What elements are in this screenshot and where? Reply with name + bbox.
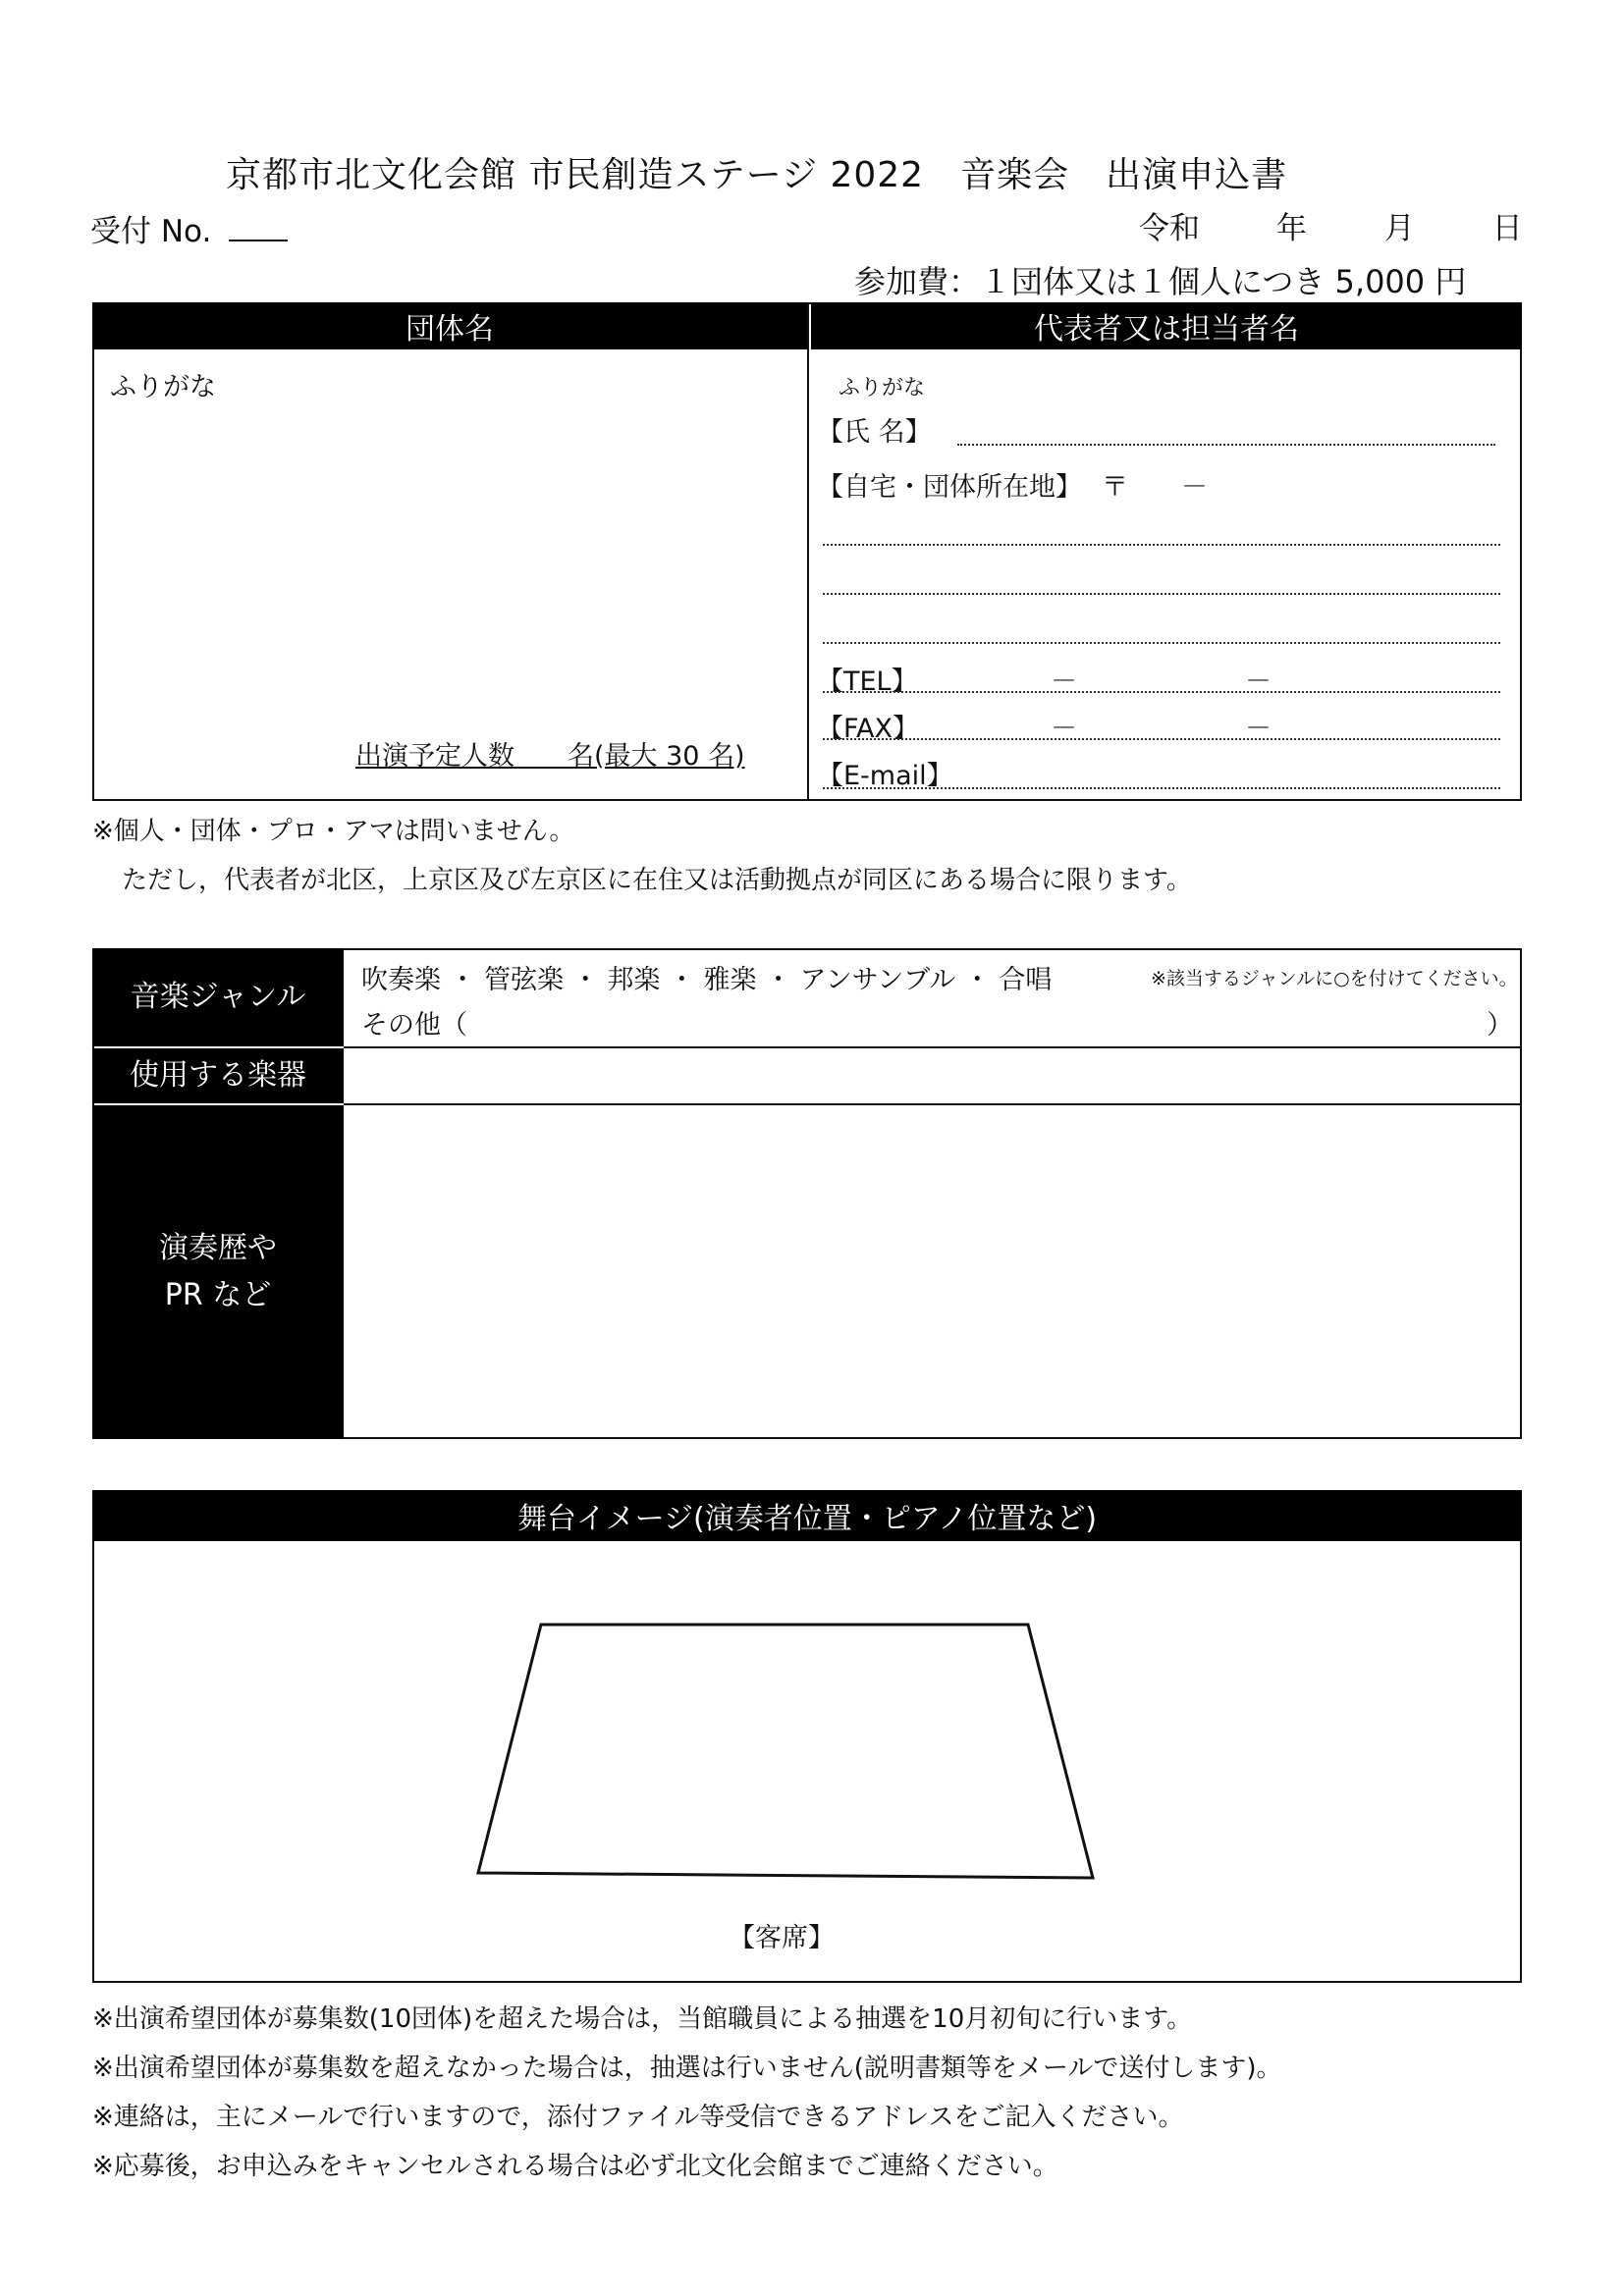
note-cancel: ※応募後，お申込みをキャンセルされる場合は必ず北文化会館までご連絡ください。: [92, 2152, 1058, 2181]
date-year: 年: [1275, 211, 1307, 246]
genre-options[interactable]: 吹奏楽 ・ 管弦楽 ・ 邦楽 ・ 雅楽 ・ アンサンブル ・ 合唱: [361, 965, 1053, 995]
fee-text: 参加費：１団体又は１個人につき 5,000 円: [854, 263, 1467, 300]
group-furigana-label: ふりがな: [110, 372, 216, 402]
reception-number: [90, 206, 288, 250]
rep-furigana-label: ふりがな: [839, 376, 926, 400]
email-field[interactable]: [823, 787, 1500, 789]
history-label: 演奏歴や PR など: [92, 1105, 344, 1439]
date-era: 令和: [1139, 211, 1200, 246]
genre-other-label: その他（: [361, 1010, 467, 1041]
instruments-field[interactable]: [346, 1050, 1520, 1101]
representative-header: 代表者又は担当者名: [811, 302, 1522, 349]
fax-label: 【FAX】: [817, 714, 920, 744]
note-lottery: ※出演希望団体が募集数(10団体)を超えた場合は，当館職員による抽選を10月初旬に行います。: [92, 2004, 1193, 2034]
stage-trapezoid: [478, 1625, 1093, 1878]
stage-image-header: 舞台イメージ(演奏者位置・ピアノ位置など): [92, 1490, 1522, 1541]
rep-name-label: 【氏 名】: [817, 417, 932, 448]
postal-code-field[interactable]: 〒 －: [1102, 472, 1208, 503]
rep-name-field[interactable]: [957, 444, 1495, 446]
tel-dash-1: －: [1051, 667, 1077, 697]
reception-label: 受付 No.: [90, 214, 212, 249]
fax-dash-1: －: [1051, 714, 1077, 744]
fax-dash-2: －: [1245, 714, 1272, 744]
page-title: 京都市北文化会館 市民創造ステージ 2022 音楽会 出演申込書: [226, 155, 1288, 195]
address-label: 【自宅・団体所在地】: [817, 472, 1082, 503]
tel-label: 【TEL】: [817, 667, 918, 697]
email-label: 【E-mail】: [817, 761, 953, 791]
eligibility-note-2: ただし，代表者が北区，上京区及び左京区に在住又は活動拠点が同区にある場合に限ります。: [122, 866, 1192, 895]
instruments-label: 使用する楽器: [92, 1048, 344, 1103]
audience-label: 【客席】: [729, 1923, 835, 1953]
fax-field[interactable]: [823, 738, 1500, 740]
genre-other-close: ）: [1487, 1010, 1513, 1041]
applicant-divider: [807, 302, 809, 801]
note-no-lottery: ※出演希望団体が募集数を超えなかった場合は，抽選は行いません(説明書類等をメールで送付します)。: [92, 2054, 1282, 2083]
performer-count[interactable]: 出演予定人数 名(最大 30 名): [355, 741, 745, 772]
date-day: 日: [1491, 211, 1523, 246]
eligibility-note-1: ※個人・団体・プロ・アマは問いません。: [92, 817, 575, 846]
genre-label: 音楽ジャンル: [92, 948, 344, 1046]
address-line-1[interactable]: [823, 544, 1500, 546]
genre-row-divider: [344, 1046, 1522, 1048]
date-month: 月: [1383, 211, 1415, 246]
reception-number-field[interactable]: [229, 214, 288, 241]
note-contact: ※連絡は，主にメールで行いますので，添付ファイル等受信できるアドレスをご記入ください。: [92, 2103, 1184, 2132]
address-line-3[interactable]: [823, 642, 1500, 644]
address-line-2[interactable]: [823, 593, 1500, 595]
history-field[interactable]: [346, 1107, 1520, 1437]
stage-shape[interactable]: [471, 1618, 1100, 1885]
tel-field[interactable]: [823, 691, 1500, 693]
instruments-row-divider: [344, 1103, 1522, 1105]
date-line: [1139, 203, 1523, 247]
group-name-header: 団体名: [92, 302, 807, 349]
tel-dash-2: －: [1245, 667, 1272, 697]
genre-note: ※該当するジャンルに○を付けてください。: [1151, 968, 1518, 989]
